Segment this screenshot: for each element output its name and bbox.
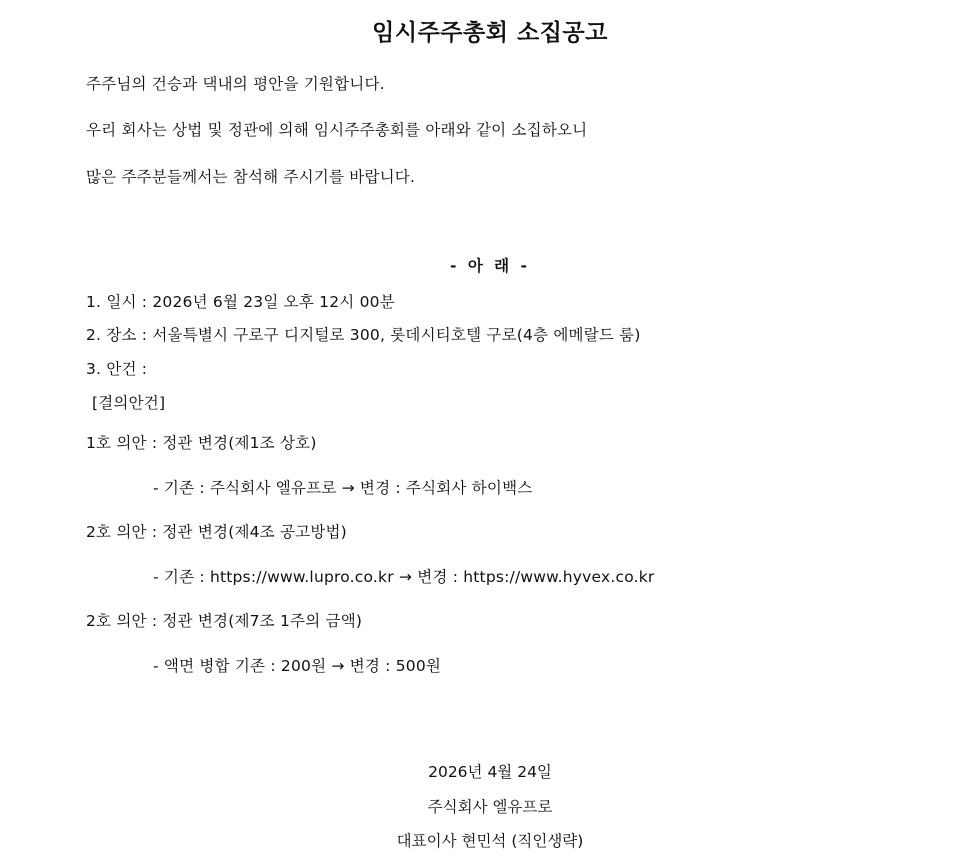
agenda-2-title: 2호 의안 : 정관 변경(제4조 공고방법) bbox=[86, 523, 347, 541]
section-header: - 아 래 - bbox=[449, 257, 530, 275]
agenda-3-title: 2호 의안 : 정관 변경(제7조 1주의 금액) bbox=[86, 612, 363, 630]
representative-name: 대표이사 현민석 (직인생략) bbox=[396, 832, 584, 850]
agenda-3-detail: - 액면 병합 기존 : 200원 → 변경 : 500원 bbox=[153, 657, 442, 675]
document-title: 임시주주총회 소집공고 bbox=[372, 20, 608, 46]
agenda-2-detail: - 기존 : https://www.lupro.co.kr → 변경 : https://www.hyvex.co.kr bbox=[153, 568, 655, 586]
item-date: 1. 일시 : 2026년 6월 23일 오후 12시 00분 bbox=[86, 293, 395, 311]
intro-line-2: 많은 주주분들께서는 참석해 주시기를 바랍니다. bbox=[86, 168, 416, 186]
notice-date: 2026년 4월 24일 bbox=[428, 763, 552, 781]
agenda-group-label: [결의안건] bbox=[92, 394, 166, 412]
greeting-text: 주주님의 건승과 댁내의 평안을 기원합니다. bbox=[86, 75, 385, 93]
company-name: 주식회사 엘유프로 bbox=[427, 798, 553, 816]
item-agenda: 3. 안건 : bbox=[86, 360, 148, 378]
agenda-1-title: 1호 의안 : 정관 변경(제1조 상호) bbox=[86, 434, 317, 452]
agenda-1-detail: - 기존 : 주식회사 엘유프로 → 변경 : 주식회사 하이백스 bbox=[153, 479, 533, 497]
intro-line-1: 우리 회사는 상법 및 정관에 의해 임시주주총회를 아래와 같이 소집하오니 bbox=[86, 121, 588, 139]
item-location: 2. 장소 : 서울특별시 구로구 디지털로 300, 롯데시티호텔 구로(4층 에메랄드 룸) bbox=[86, 326, 641, 344]
